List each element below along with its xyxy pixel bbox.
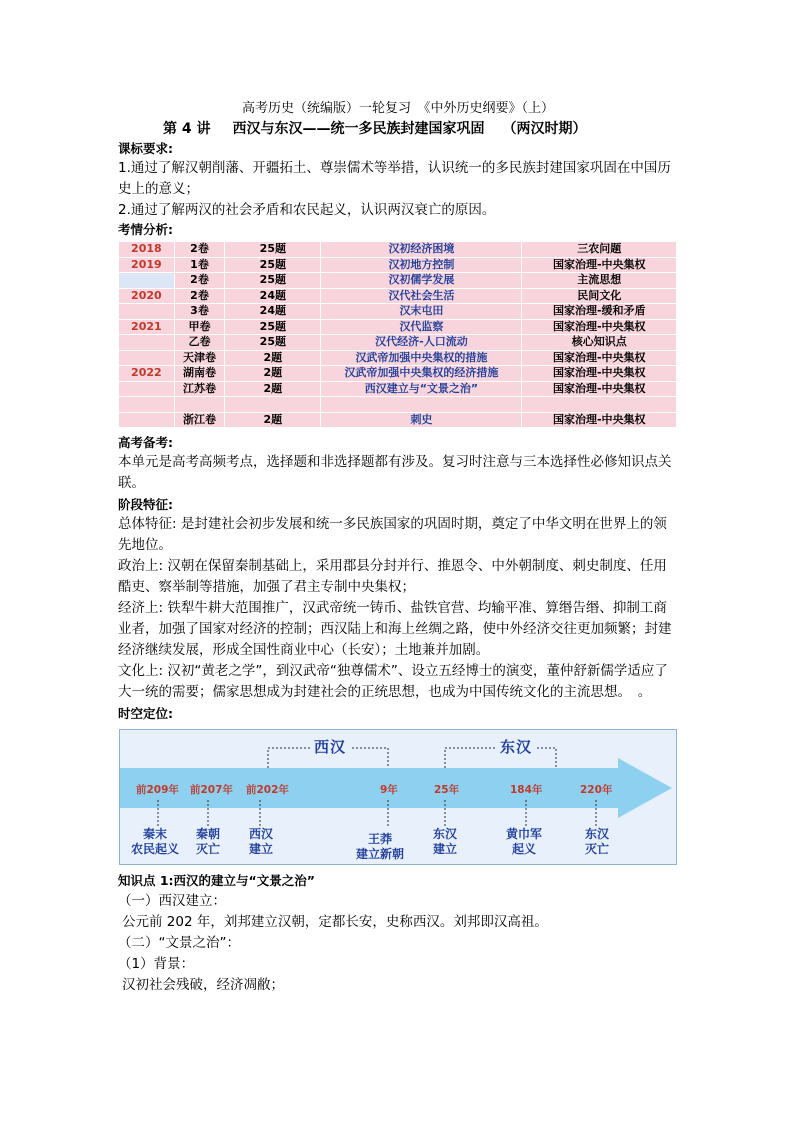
document-page bbox=[118, 100, 678, 996]
exam-analysis-table bbox=[119, 242, 677, 428]
year-220: 220年 bbox=[580, 784, 613, 796]
exam-cell-num: 24题 bbox=[225, 289, 321, 305]
year-184: 184年 bbox=[510, 784, 543, 796]
exam-cell-topic: 汉初儒学发展 bbox=[321, 273, 522, 289]
timeline-diagram bbox=[119, 729, 677, 865]
exam-cell-year bbox=[119, 397, 175, 413]
exam-cell-cat: 国家治理-中央集权 bbox=[522, 258, 677, 274]
exam-row bbox=[119, 320, 677, 336]
exam-cell-vol: 天津卷 bbox=[175, 351, 226, 367]
lecture-number: 第 4 讲 bbox=[163, 121, 211, 137]
exam-cell-topic: 汉代社会生活 bbox=[321, 289, 522, 305]
exam-cell-vol: 浙江卷 bbox=[175, 413, 226, 429]
event-wang-mang-xin: 王莽 建立新朝 bbox=[355, 832, 404, 861]
exam-cell-year bbox=[119, 413, 175, 429]
exam-row bbox=[119, 351, 677, 367]
event-eastern-han-founded: 东汉 建立 bbox=[432, 827, 457, 856]
curriculum-heading: 课标要求: bbox=[118, 141, 173, 156]
exam-cell-topic: 汉初经济困境 bbox=[321, 242, 522, 258]
event-western-han-founded: 西汉 建立 bbox=[248, 827, 273, 856]
exam-cell-cat: 主流思想 bbox=[522, 273, 677, 289]
stage-heading: 阶段特征: bbox=[118, 497, 173, 512]
exam-cell-cat: 国家治理-缓和矛盾 bbox=[522, 304, 677, 320]
exam-cell-vol: 2卷 bbox=[175, 289, 226, 305]
exam-cell-vol bbox=[175, 397, 226, 413]
curriculum-item-1: 1.通过了解汉朝削藩、开疆拓土、尊崇儒术等举措，认识统一的多民族封建国家巩固在中国历史上的意义； bbox=[118, 160, 671, 197]
knowledge-point-heading: 知识点 1:西汉的建立与“文景之治” bbox=[118, 873, 315, 888]
exam-cell-cat: 三农问题 bbox=[522, 242, 677, 258]
lecture-period: （两汉时期） bbox=[502, 121, 587, 137]
exam-cell-cat: 国家治理-中央集权 bbox=[522, 351, 677, 367]
exam-row bbox=[119, 304, 677, 320]
exam-cell-topic: 刺史 bbox=[321, 413, 522, 429]
year-25: 25年 bbox=[434, 784, 460, 796]
exam-cell-year: 2020 bbox=[119, 289, 175, 305]
exam-cell-cat: 国家治理-中央集权 bbox=[522, 413, 677, 429]
exam-cell-cat: 国家治理-中央集权 bbox=[522, 382, 677, 398]
exam-cell-cat: 民间文化 bbox=[522, 289, 677, 305]
exam-cell-num: 2题 bbox=[225, 351, 321, 367]
exam-cell-num: 25题 bbox=[225, 273, 321, 289]
exam-row bbox=[119, 335, 677, 351]
exam-cell-year: 2019 bbox=[119, 258, 175, 274]
era-eastern-han: 东汉 bbox=[496, 736, 536, 757]
lecture-name: 西汉与东汉——统一多民族封建国家巩固 bbox=[232, 121, 485, 137]
year-202bc: 前202年 bbox=[246, 784, 289, 796]
exam-row bbox=[119, 289, 677, 305]
knowledge-sub2: （二）“文景之治”： bbox=[118, 935, 240, 951]
exam-row bbox=[119, 413, 677, 429]
exam-cell-vol: 1卷 bbox=[175, 258, 226, 274]
exam-cell-year bbox=[119, 351, 175, 367]
exam-row bbox=[119, 258, 677, 274]
exam-cell-year: 2022 bbox=[119, 366, 175, 382]
exam-prep-text: 本单元是高考高频考点，选择题和非选择题都有涉及。复习时注意与三本选择性必修知识点关联。 bbox=[118, 454, 672, 491]
exam-row bbox=[119, 242, 677, 258]
exam-cell-year bbox=[119, 304, 175, 320]
exam-cell-topic: 西汉建立与“文景之治” bbox=[321, 382, 522, 398]
exam-cell-year bbox=[119, 335, 175, 351]
exam-cell-num: 25题 bbox=[225, 258, 321, 274]
knowledge-sub2-1: （1）背景： bbox=[118, 956, 195, 972]
exam-cell-topic: 汉末屯田 bbox=[321, 304, 522, 320]
curriculum-item-2: 2.通过了解两汉的社会矛盾和农民起义，认识两汉衰亡的原因。 bbox=[118, 202, 496, 218]
exam-cell-num: 2题 bbox=[225, 413, 321, 429]
stage-economy: 经济上: 铁犁牛耕大范围推广，汉武帝统一铸币、盐铁官营、均输平准、算缗告缗、抑制工商业者，加强了国家对经济的控制；西汉陆上和海上丝绸之路，使中外经济交往更加频繁；封建经济继续发展，形成全国性商业中心（长安）；土地兼并加剧。 bbox=[118, 600, 672, 658]
exam-cell-cat: 国家治理-中央集权 bbox=[522, 320, 677, 336]
exam-cell-num: 25题 bbox=[225, 335, 321, 351]
exam-cell-num: 2题 bbox=[225, 366, 321, 382]
exam-cell-cat bbox=[522, 397, 677, 413]
exam-cell-topic: 汉代经济-人口流动 bbox=[321, 335, 522, 351]
exam-row bbox=[119, 366, 677, 382]
year-207bc: 前207年 bbox=[190, 784, 233, 796]
year-209bc: 前209年 bbox=[136, 784, 179, 796]
knowledge-sub1: （一）西汉建立： bbox=[118, 893, 226, 909]
exam-cell-num: 25题 bbox=[225, 320, 321, 336]
exam-row bbox=[119, 397, 677, 413]
exam-cell-topic bbox=[321, 397, 522, 413]
exam-cell-vol: 2卷 bbox=[175, 242, 226, 258]
exam-cell-vol: 乙卷 bbox=[175, 335, 226, 351]
timeline-heading: 时空定位: bbox=[118, 706, 173, 721]
exam-cell-vol: 2卷 bbox=[175, 273, 226, 289]
era-western-han: 西汉 bbox=[310, 736, 350, 757]
exam-cell-year bbox=[119, 382, 175, 398]
exam-analysis-heading: 考情分析: bbox=[118, 222, 173, 237]
exam-cell-vol: 江苏卷 bbox=[175, 382, 226, 398]
event-qin-peasant-uprising: 秦末 农民起义 bbox=[130, 827, 179, 856]
event-eastern-han-fall: 东汉 灭亡 bbox=[584, 827, 609, 856]
exam-row bbox=[119, 382, 677, 398]
exam-cell-num: 2题 bbox=[225, 382, 321, 398]
exam-cell-topic: 汉武帝加强中央集权的措施 bbox=[321, 351, 522, 367]
exam-cell-num: 24题 bbox=[225, 304, 321, 320]
exam-cell-year: 2018 bbox=[119, 242, 175, 258]
lecture-title bbox=[118, 118, 678, 140]
exam-cell-cat: 国家治理-中央集权 bbox=[522, 366, 677, 382]
document-header-line1: 高考历史（统编版）一轮复习 《中外历史纲要》（上） bbox=[241, 101, 554, 116]
event-qin-fall: 秦朝 灭亡 bbox=[195, 827, 220, 856]
knowledge-sub2-1-text: 汉初社会残破，经济凋敝； bbox=[122, 977, 284, 993]
exam-prep-heading: 高考备考: bbox=[118, 435, 173, 450]
knowledge-sub1-text: 公元前 202 年，刘邦建立汉朝，定都长安，史称西汉。刘邦即汉高祖。 bbox=[122, 914, 548, 930]
event-yellow-turban: 黄巾军 起义 bbox=[505, 827, 542, 856]
exam-cell-topic: 汉初地方控制 bbox=[321, 258, 522, 274]
exam-cell-num: 25题 bbox=[225, 242, 321, 258]
stage-politics: 政治上: 汉朝在保留秦制基础上，采用郡县分封并行、推恩令、中外朝制度、刺史制度、任用酷吏、察举制等措施，加强了君主专制中央集权； bbox=[118, 558, 667, 595]
exam-row bbox=[119, 273, 677, 289]
exam-cell-year: 2021 bbox=[119, 320, 175, 336]
exam-cell-vol: 湖南卷 bbox=[175, 366, 226, 382]
exam-cell-vol: 甲卷 bbox=[175, 320, 226, 336]
exam-cell-year bbox=[119, 273, 175, 289]
exam-cell-topic: 汉代监察 bbox=[321, 320, 522, 336]
exam-cell-cat: 核心知识点 bbox=[522, 335, 677, 351]
exam-cell-topic: 汉武帝加强中央集权的经济措施 bbox=[321, 366, 522, 382]
exam-cell-num bbox=[225, 397, 321, 413]
year-9: 9年 bbox=[380, 784, 398, 796]
stage-overall: 总体特征: 是封建社会初步发展和统一多民族国家的巩固时期，奠定了中华文明在世界上的领先地位。 bbox=[118, 516, 667, 553]
stage-culture: 文化上: 汉初“黄老之学”，到汉武帝“独尊儒术”、设立五经博士的演变，董仲舒新儒学适应了大一统的需要；儒家思想成为封建社会的正统思想，也成为中国传统文化的主流思想。 。 bbox=[118, 663, 668, 700]
exam-cell-vol: 3卷 bbox=[175, 304, 226, 320]
